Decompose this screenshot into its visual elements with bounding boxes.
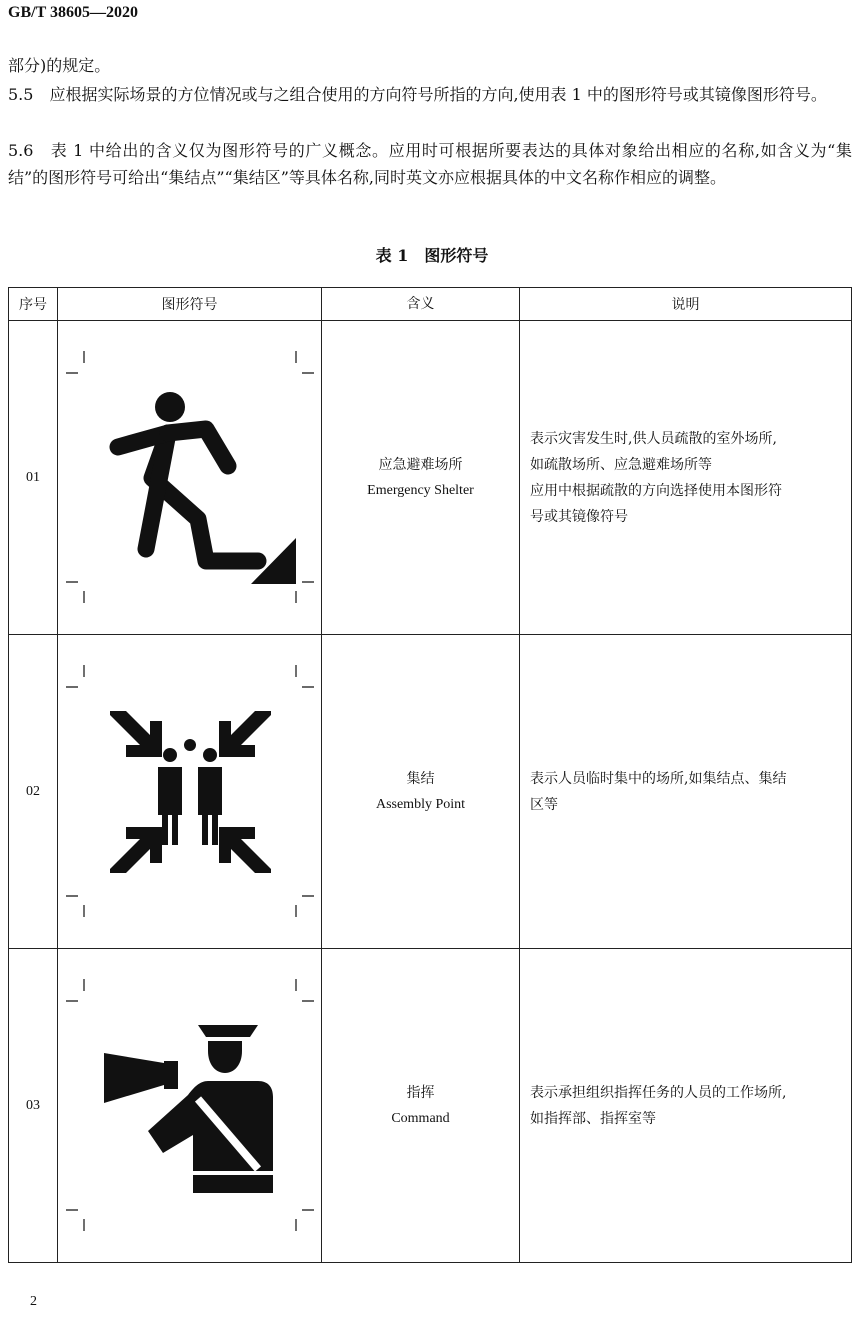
paragraph: 部分)的规定。 — [8, 56, 111, 75]
meaning-cn: 应急避难场所 — [378, 456, 463, 473]
table-row — [9, 949, 852, 1263]
column-header: 序号 — [9, 288, 58, 321]
column-header: 图形符号 — [58, 288, 322, 321]
meaning-cn: 集结 — [406, 770, 435, 787]
meaning-en: Assembly Point — [375, 796, 466, 812]
table-caption: 表 1 图形符号 — [375, 246, 489, 265]
desc-line: 如指挥部、指挥室等 — [530, 1110, 656, 1127]
meaning-cn: 指挥 — [406, 1084, 435, 1101]
desc-line: 表示人员临时集中的场所,如集结点、集结 — [530, 770, 787, 787]
standard-number: GB/T 38605—2020 — [8, 4, 138, 21]
table-row — [9, 635, 852, 949]
emergency-shelter-running-person-icon — [58, 321, 321, 634]
column-header: 说明 — [520, 288, 852, 321]
table-row — [9, 321, 852, 635]
meaning-en: Emergency Shelter — [367, 482, 474, 498]
meaning-en: Command — [391, 1110, 450, 1126]
page-number: 2 — [30, 1294, 37, 1309]
desc-line: 号或其镜像符号 — [530, 508, 628, 525]
assembly-point-icon — [58, 635, 321, 948]
row-number: 03 — [9, 949, 58, 1263]
desc-line: 如疏散场所、应急避难场所等 — [530, 456, 712, 473]
row-number: 01 — [9, 321, 58, 635]
desc-line: 表示承担组织指挥任务的人员的工作场所, — [530, 1084, 787, 1101]
paragraph-5-5: 5.5 应根据实际场景的方位情况或与之组合使用的方向符号所指的方向,使用表 1 中的图形符号或其镜像图形符号。 — [8, 85, 827, 104]
column-header: 含义 — [322, 288, 520, 321]
command-officer-megaphone-icon — [58, 949, 321, 1262]
paragraph-5-6: 5.6 表 1 中给出的含义仅为图形符号的广义概念。应用时可根据所要表达的具体对象给出相应的名称,如含义为“集结”的图形符号可给出“集结点”“集结区”等具体名称,同时英文亦应根据具体的中文名称作相应的调整。 — [8, 141, 852, 187]
row-number: 02 — [9, 635, 58, 949]
table-header-row — [9, 288, 852, 321]
desc-line: 应用中根据疏散的方向选择使用本图形符 — [530, 482, 782, 499]
desc-line: 表示灾害发生时,供人员疏散的室外场所, — [530, 430, 777, 447]
symbol-table — [8, 287, 852, 1263]
desc-line: 区等 — [530, 796, 558, 813]
